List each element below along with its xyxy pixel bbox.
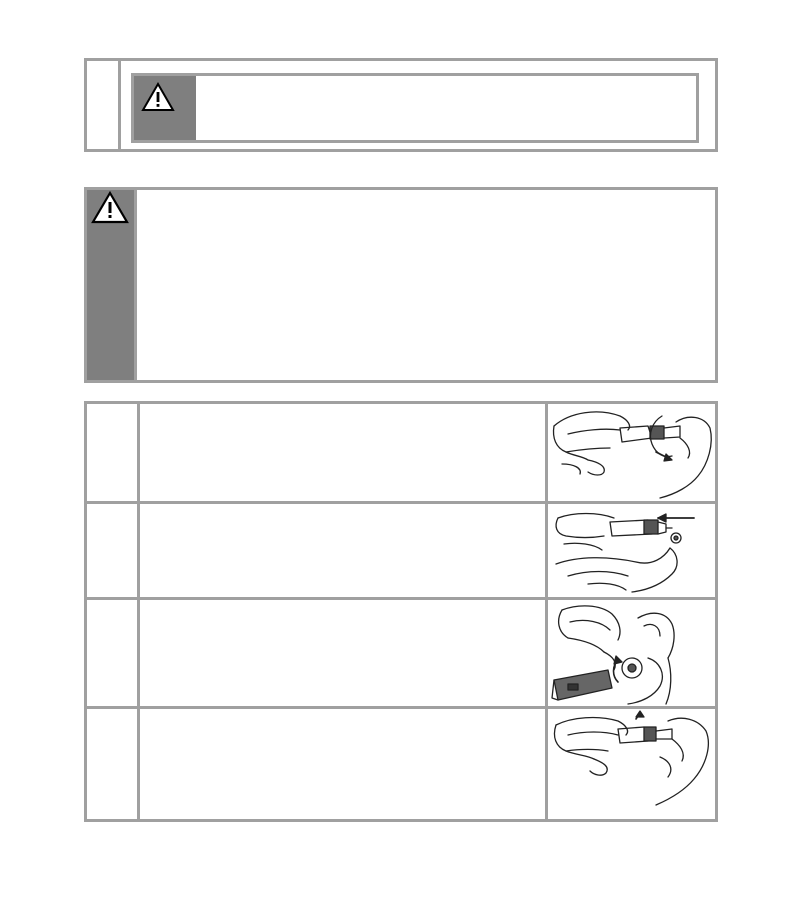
step-number-cell: [87, 600, 137, 706]
step-text-cell: [140, 600, 545, 706]
step-text-cell: [140, 709, 545, 819]
step-text-cell: [140, 504, 545, 597]
warning-divider: [134, 190, 137, 380]
step-number-cell: [87, 709, 137, 819]
warning-triangle-icon: [90, 190, 130, 225]
hands-inserting-tip-icon: [548, 504, 715, 597]
step-number-cell: [87, 404, 137, 501]
top-notice-divider: [118, 58, 121, 152]
warning-box: [84, 187, 718, 383]
warning-triangle-icon: [141, 82, 175, 112]
step-number-cell: [87, 504, 137, 597]
step-text-cell: [140, 404, 545, 501]
hands-unscrewing-pen-tip-icon: [548, 404, 715, 501]
top-notice-inner-box: [131, 73, 699, 143]
hands-twisting-pen-icon: [548, 709, 715, 819]
hands-turning-cap-icon: [548, 600, 715, 706]
